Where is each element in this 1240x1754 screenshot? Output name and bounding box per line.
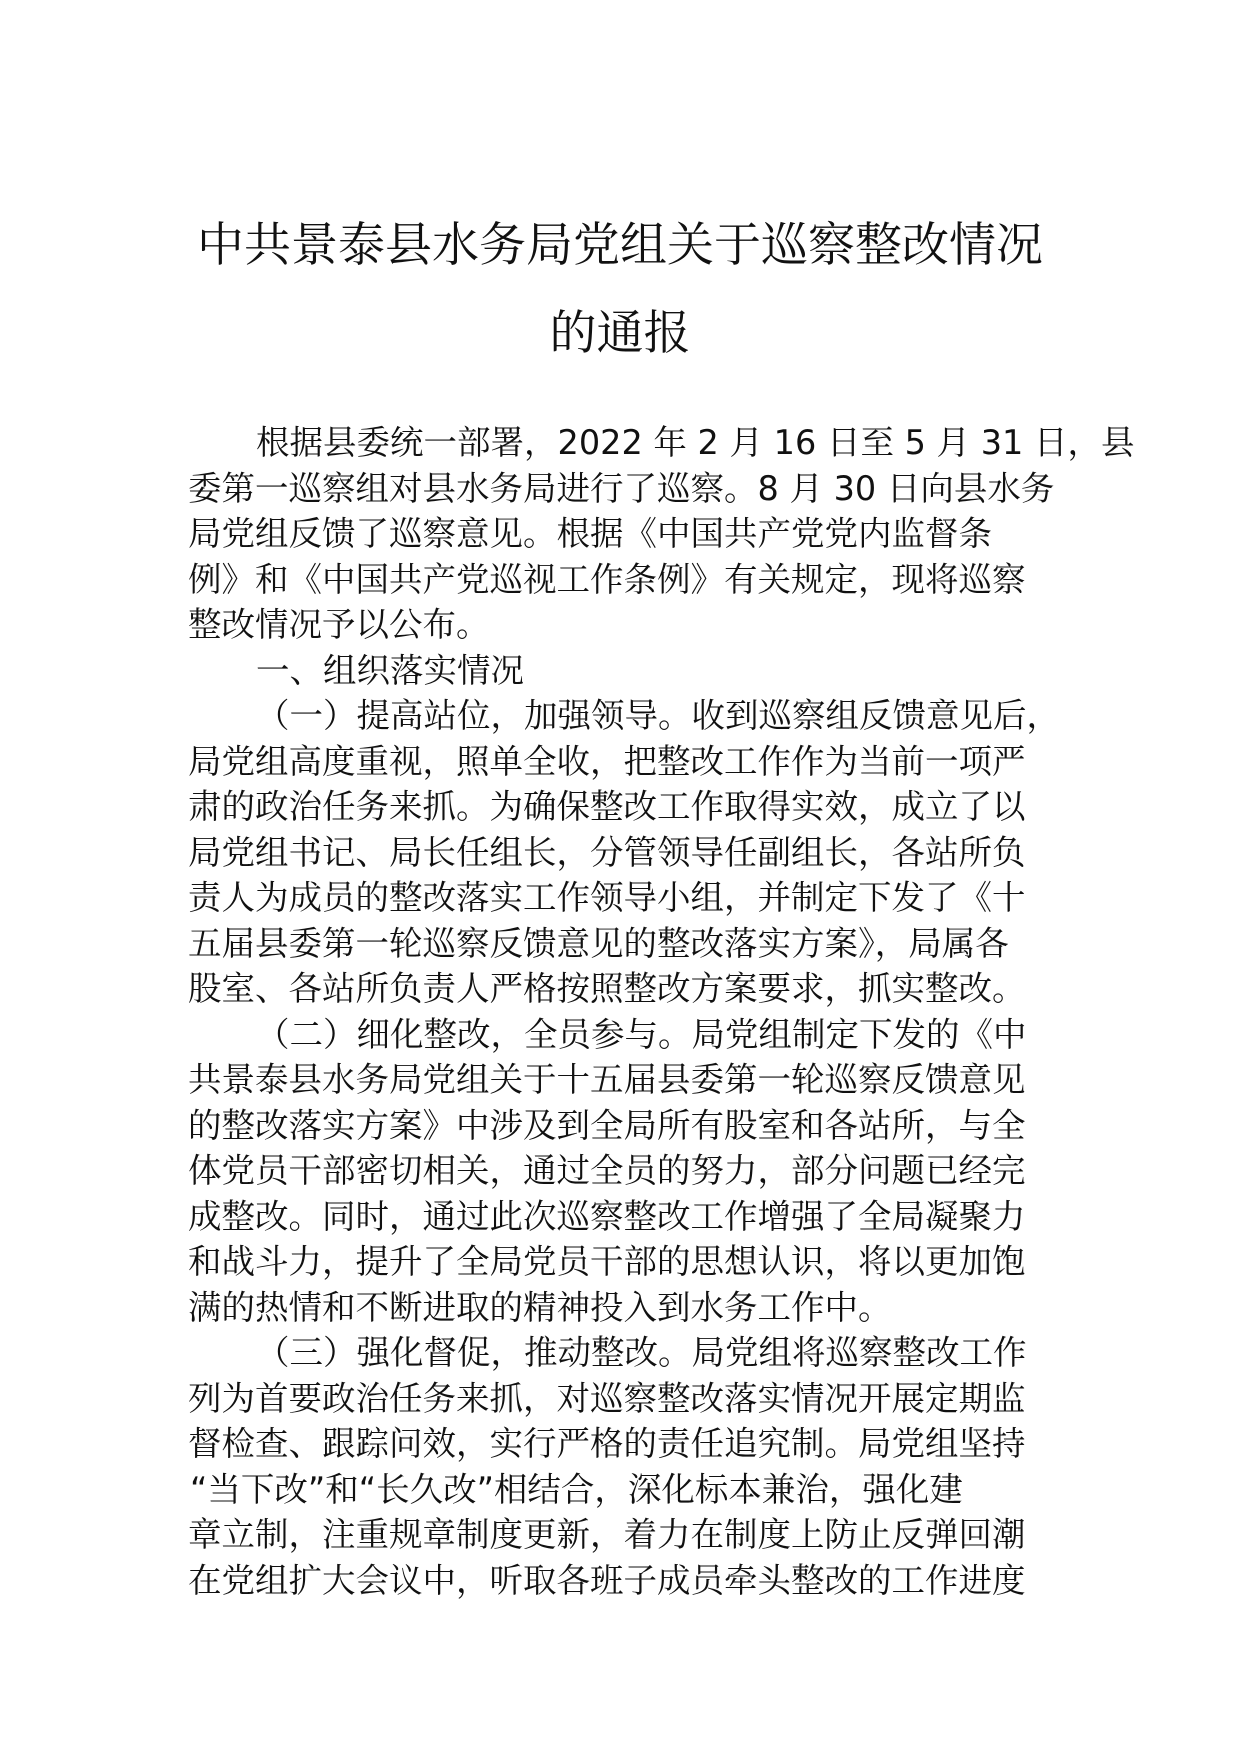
- body-line: 成整改。同时，通过此次巡察整改工作增强了全局凝聚力: [188, 1196, 1026, 1236]
- body-line: 例》和《中国共产党巡视工作条例》有关规定，现将巡察: [188, 559, 1026, 599]
- body-line: 责人为成员的整改落实工作领导小组，并制定下发了《十: [188, 878, 1026, 917]
- section-heading: 一、组织落实情况: [256, 650, 524, 690]
- document-title-line-1: 中共景泰县水务局党组关于巡察整改情况: [197, 218, 1043, 273]
- body-line: 共景泰县水务局党组关于十五届县委第一轮巡察反馈意见: [188, 1060, 1026, 1099]
- body-line: （一）提高站位，加强领导。收到巡察组反馈意见后，: [256, 696, 1060, 735]
- body-line: 整改情况予以公布。: [188, 605, 490, 644]
- body-line: 体党员干部密切相关，通过全员的努力，部分问题已经完: [188, 1151, 1026, 1190]
- body-line: 的整改落实方案》中涉及到全局所有股室和各站所，与全: [188, 1105, 1026, 1145]
- document-title-line-2: 的通报: [549, 306, 691, 361]
- body-line: 和战斗力，提升了全局党员干部的思想认识，将以更加饱: [188, 1242, 1026, 1281]
- body-line: 督检查、跟踪问效，实行严格的责任追究制。局党组坚持: [188, 1424, 1026, 1463]
- body-line: 肃的政治任务来抓。为确保整改工作取得实效，成立了以: [188, 787, 1026, 826]
- body-line: 根据县委统一部署，2022 年 2 月 16 日至 5 月 31 日，县: [256, 423, 1135, 462]
- body-line: 局党组书记、局长任组长，分管领导任副组长，各站所负: [188, 832, 1026, 872]
- body-line: 列为首要政治任务来抓，对巡察整改落实情况开展定期监: [188, 1378, 1026, 1418]
- body-line: 满的热情和不断进取的精神投入到水务工作中。: [188, 1287, 892, 1327]
- body-line: 局党组反馈了巡察意见。根据《中国共产党党内监督条: [188, 514, 992, 553]
- body-line: 五届县委第一轮巡察反馈意见的整改落实方案》，局属各: [188, 923, 1009, 963]
- body-line: “当下改”和“长久改”相结合，深化标本兼治，强化建: [190, 1469, 963, 1509]
- body-line: 章立制，注重规章制度更新，着力在制度上防止反弹回潮: [188, 1515, 1026, 1554]
- body-line: （三）强化督促，推动整改。局党组将巡察整改工作: [256, 1333, 1027, 1372]
- body-line: （二）细化整改，全员参与。局党组制定下发的《中: [256, 1014, 1027, 1054]
- document-body: [188, 420, 1135, 1603]
- body-line: 股室、各站所负责人严格按照整改方案要求，抓实整改。: [188, 969, 1026, 1008]
- body-line: 局党组高度重视，照单全收，把整改工作作为当前一项严: [188, 741, 1026, 781]
- body-line: 在党组扩大会议中，听取各班子成员牵头整改的工作进度: [188, 1560, 1026, 1600]
- body-line: 委第一巡察组对县水务局进行了巡察。8 月 30 日向县水务: [188, 468, 1055, 508]
